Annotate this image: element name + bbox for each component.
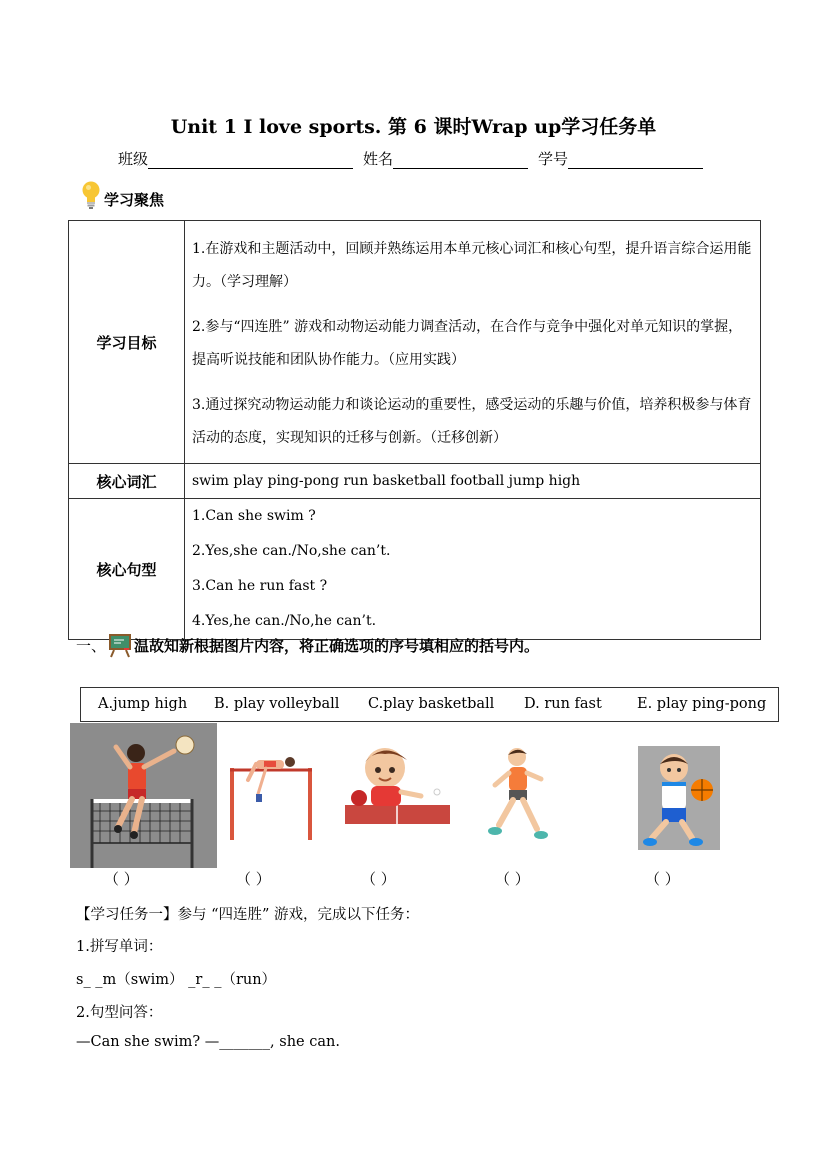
student-id-field: [538, 148, 703, 169]
sentences-row: [69, 499, 761, 640]
name-blank[interactable]: [393, 152, 528, 169]
section-instruction: 根据图片内容，将正确选项的序号填相应的括号内。: [194, 636, 540, 655]
dialog-exercise: —Can she swim? —_______, she can.: [76, 1034, 340, 1050]
vocab-row: [69, 464, 761, 499]
goals-label: 学习目标: [69, 221, 185, 464]
blackboard-icon: [108, 632, 132, 658]
option-d: D. run fast: [524, 696, 602, 712]
answer-blank-1[interactable]: （ ）: [104, 870, 139, 888]
class-field: [118, 148, 353, 169]
section-review: [76, 632, 539, 658]
study-focus: [80, 180, 164, 210]
spelling-exercise: s_ _m（swim） _r_ _（run）: [76, 972, 277, 988]
goal-item: 1.在游戏和主题活动中，回顾并熟练运用本单元核心词汇和核心句型，提升语言综合运用能力。（学习理解）: [192, 241, 752, 290]
goals-cell: [185, 221, 761, 464]
student-id-label: 学号: [538, 150, 569, 168]
name-label: 姓名: [363, 150, 394, 168]
vocab-cell: swim play ping-pong run basketball football jump high: [185, 464, 761, 499]
ping-pong-player-icon: [345, 740, 450, 832]
goal-item: 2.参与“四连胜” 游戏和动物运动能力调查活动，在合作与竞争中强化对单元知识的掌握，提高听说技能和团队协作能力。（应用实践）: [192, 319, 743, 368]
answer-blank-4[interactable]: （ ）: [495, 870, 530, 888]
student-id-blank[interactable]: [568, 152, 703, 169]
sentence-item: 2.Yes,she can./No,she can’t.: [192, 543, 391, 559]
class-label: 班级: [118, 150, 149, 168]
section-number: 一、: [76, 636, 107, 655]
task1-heading: 【学习任务一】参与 “四连胜” 游戏，完成以下任务：: [76, 907, 420, 923]
study-focus-label: 学习聚焦: [104, 191, 165, 209]
lightbulb-icon: [80, 180, 102, 210]
task1-item2: 2.句型问答：: [76, 1005, 163, 1021]
sentences-cell: [185, 499, 761, 640]
name-field: [363, 148, 528, 169]
high-jump-icon: [226, 750, 318, 842]
option-b: B. play volleyball: [214, 696, 340, 712]
page-title: Unit 1 I love sports. 第 6 课时Wrap up学习任务单: [170, 116, 657, 138]
runner-icon: [487, 745, 552, 845]
option-e: E. play ping-pong: [637, 696, 767, 712]
goal-item: 3.通过探究动物运动能力和谈论运动的重要性，感受运动的乐趣与价值，培养积极参与体育活动的态度，实现知识的迁移与创新。（迁移创新）: [192, 397, 752, 446]
answer-blank-3[interactable]: （ ）: [361, 870, 396, 888]
answer-blank-2[interactable]: （ ）: [236, 870, 271, 888]
vocab-label: 核心词汇: [69, 464, 185, 499]
basketball-player-icon: [638, 746, 720, 850]
volleyball-player-icon: [70, 723, 217, 868]
focus-table: [68, 220, 761, 640]
class-blank[interactable]: [148, 152, 353, 169]
goals-row: [69, 221, 761, 464]
option-a: A.jump high: [98, 696, 188, 712]
option-c: C.play basketball: [368, 696, 495, 712]
section-heading: 温故知新: [134, 636, 195, 655]
sentence-item: 4.Yes,he can./No,he can’t.: [192, 613, 377, 629]
task1-item1: 1.拼写单词：: [76, 939, 163, 955]
sentence-item: 1.Can she swim ?: [192, 508, 316, 524]
options-box: [80, 687, 779, 722]
sentence-item: 3.Can he run fast ?: [192, 578, 328, 594]
answer-blank-5[interactable]: （ ）: [645, 870, 680, 888]
sentences-label: 核心句型: [69, 499, 185, 640]
